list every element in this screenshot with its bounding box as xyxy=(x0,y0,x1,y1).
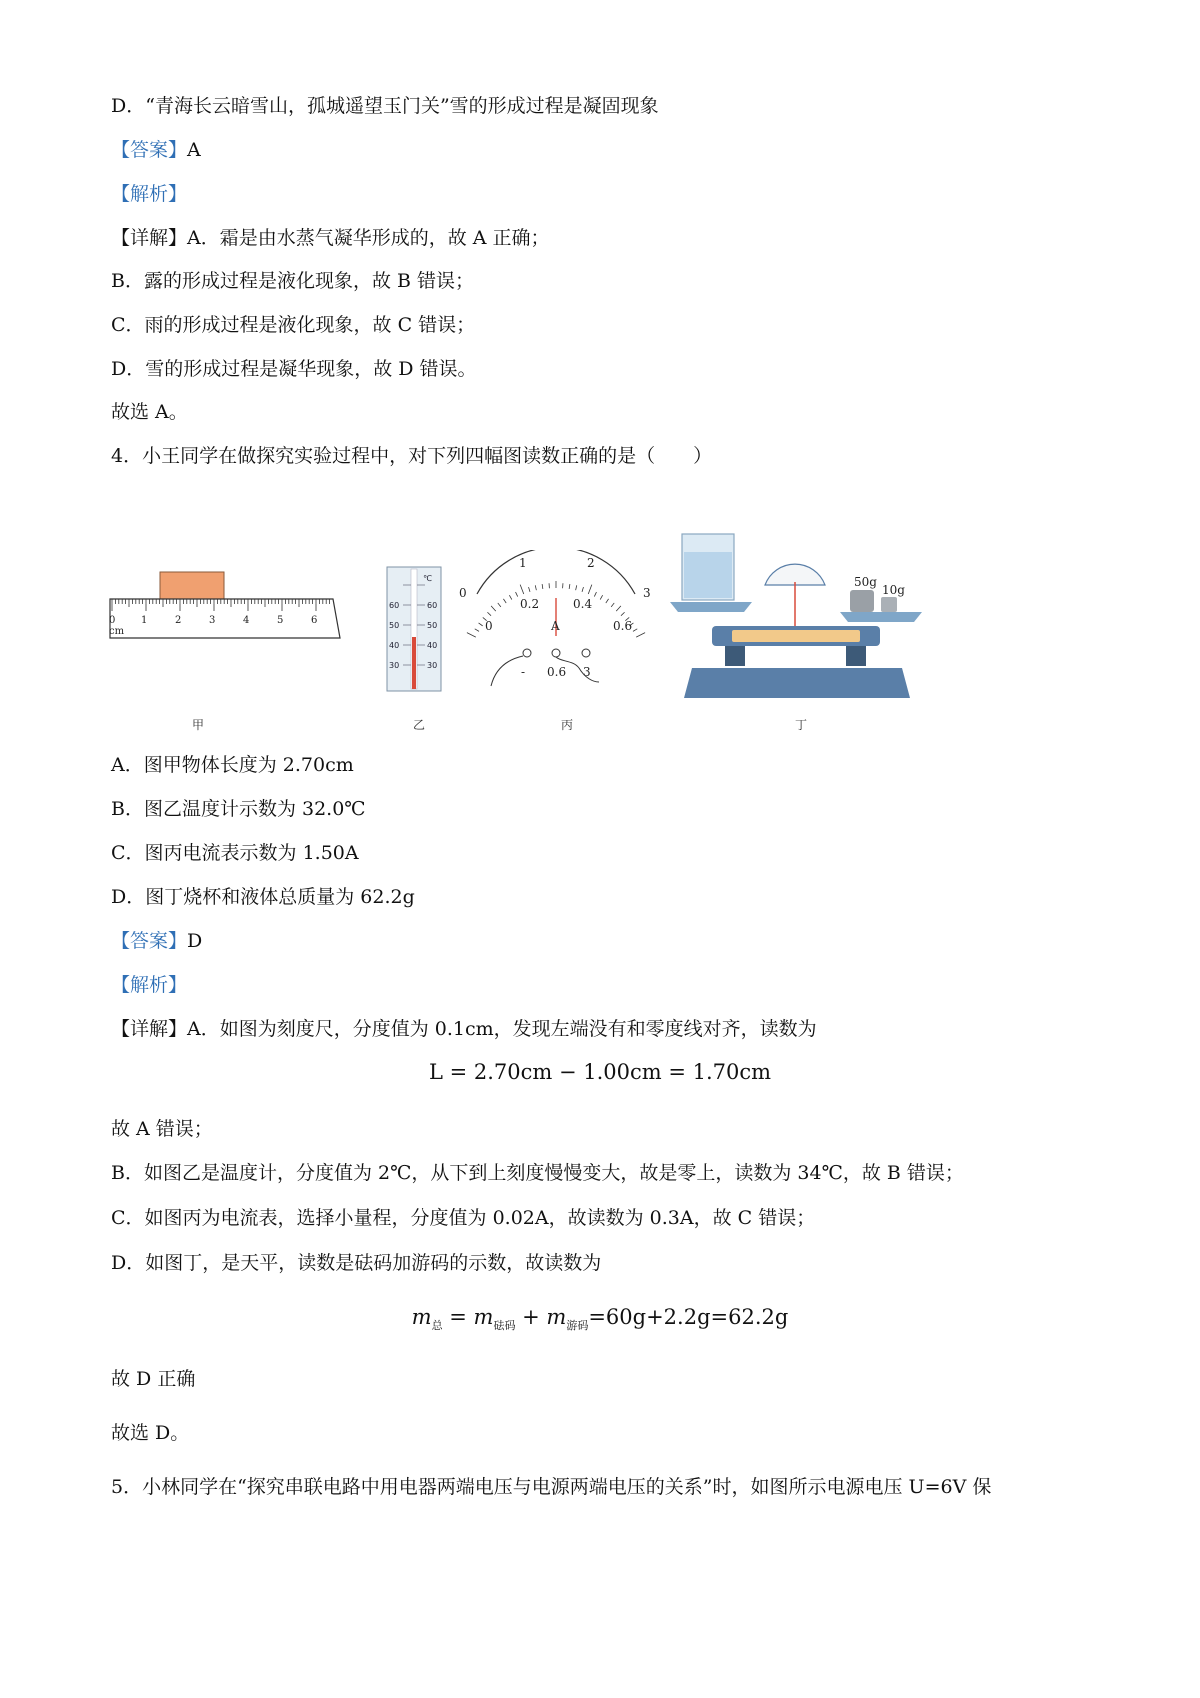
equation-length: L = 2.70cm − 1.00cm = 1.70cm xyxy=(428,1060,772,1084)
ruler-tick-label: 5 xyxy=(277,615,284,626)
ammeter-tick xyxy=(569,584,570,589)
ammeter-tick xyxy=(535,585,536,590)
amm-terminal-label: - xyxy=(521,665,526,679)
answer-value: A xyxy=(187,139,201,161)
caption-jia: 甲 xyxy=(192,718,205,732)
weight-50g xyxy=(850,590,874,612)
question-5: 5．小林同学在“探究串联电路中用电器两端电压与电源两端电压的关系”时，如图所示电源电压 U=6V 保 xyxy=(111,1476,992,1498)
detail-2-c: C．如图丙为电流表，选择小量程，分度值为 0.02A，故读数为 0.3A，故 C 错误； xyxy=(111,1207,816,1229)
option-d: D．图丁烧杯和液体总质量为 62.2g xyxy=(111,886,415,908)
ammeter-tick xyxy=(487,612,491,615)
ammeter-tick xyxy=(516,592,518,597)
thermo-label: 50 xyxy=(427,621,438,630)
ammeter-tick xyxy=(479,623,483,626)
ammeter-tick xyxy=(594,592,596,597)
conclusion-line: 故选 A。 xyxy=(111,401,188,423)
amm-bottom-label: 0.6 xyxy=(613,619,633,633)
weight-10g xyxy=(881,597,897,612)
ruler-tick-label: 2 xyxy=(175,615,182,626)
detail-line-b: B．露的形成过程是液化现象，故 B 错误； xyxy=(111,270,475,292)
thermo-label: 60 xyxy=(427,601,438,610)
ammeter-tick xyxy=(503,599,506,603)
thermo-label: 30 xyxy=(389,661,400,670)
detail-2-a: 【详解】A．如图为刻度尺，分度值为 0.1cm，发现左端没有和零度线对齐，读数为 xyxy=(111,1018,817,1040)
ammeter-tick xyxy=(509,595,511,599)
ammeter-tick xyxy=(491,606,496,611)
ruler-unit: cm xyxy=(109,626,125,637)
ruler-tick-label: 3 xyxy=(209,615,216,626)
amm-top-label: 1 xyxy=(519,556,527,570)
detail-2-a-conclusion: 故 A 错误； xyxy=(111,1118,213,1140)
caption-bing: 丙 xyxy=(561,718,574,732)
weight-label: 50g xyxy=(854,575,877,589)
answer-line-2 xyxy=(111,928,202,954)
ruler-tick-label: 4 xyxy=(243,615,250,626)
amm-top-label: 2 xyxy=(587,556,595,570)
caption-yi: 乙 xyxy=(413,718,426,732)
balance-figure xyxy=(670,530,930,700)
detail-2-d-conclusion: 故 D 正确 xyxy=(111,1368,196,1390)
option-b: B．图乙温度计示数为 32.0℃ xyxy=(111,798,366,820)
amm-bottom-label: 0.2 xyxy=(520,597,540,611)
right-pan xyxy=(840,612,922,622)
ruler-tick-label: 1 xyxy=(141,615,148,626)
ammeter-tick xyxy=(529,587,530,592)
rider-scale xyxy=(732,630,860,642)
caption-ding: 丁 xyxy=(795,718,808,732)
balance-dial xyxy=(765,564,825,585)
amm-symbol: A xyxy=(551,619,560,633)
amm-top-label: 3 xyxy=(643,586,651,600)
weight-label: 10g xyxy=(882,583,905,597)
ammeter-tick xyxy=(475,629,479,632)
ruler-figure xyxy=(108,560,343,645)
ammeter-tick xyxy=(616,606,621,611)
answer-line xyxy=(111,137,201,163)
option-c: C．图丙电流表示数为 1.50A xyxy=(111,842,359,864)
ammeter-tick xyxy=(636,633,645,638)
ammeter-tick xyxy=(633,629,637,632)
ruler-tick-label: 6 xyxy=(311,615,318,626)
detail-line-d: D．雪的形成过程是凝华现象，故 D 错误。 xyxy=(111,358,477,380)
ammeter-figure xyxy=(455,550,655,690)
ammeter-tick xyxy=(576,585,577,590)
thermo-label: 60 xyxy=(389,601,400,610)
amm-bottom-label: 0.4 xyxy=(573,597,593,611)
ammeter-tick xyxy=(606,599,609,603)
analysis-tag: 【解析】 xyxy=(111,183,188,205)
detail-line-c: C．雨的形成过程是液化现象，故 C 错误； xyxy=(111,314,476,336)
answer-tag: 【答案】 xyxy=(111,930,188,952)
ammeter-tick xyxy=(542,584,543,589)
amm-bottom-label: 0 xyxy=(485,619,493,633)
amm-terminal-label: 0.6 xyxy=(547,665,567,679)
ammeter-tick xyxy=(520,585,524,594)
ammeter-tick xyxy=(582,587,583,592)
left-pan xyxy=(670,602,752,612)
ammeter-tick xyxy=(588,585,592,594)
equation-mass: $m_总 = m_{砝码} + m_{游码}=60g+2.2g=62.2g$ xyxy=(411,1305,789,1333)
ammeter-tick xyxy=(621,612,625,615)
balance-base xyxy=(684,668,910,698)
thermo-label: 50 xyxy=(389,621,400,630)
ammeter-tick xyxy=(498,603,501,607)
thermo-label: 30 xyxy=(427,661,438,670)
thermo-label: 40 xyxy=(389,641,400,650)
detail-line-a: 【详解】A．霜是由水蒸气凝华形成的，故 A 正确； xyxy=(111,227,550,249)
amm-terminal-label: 3 xyxy=(583,665,591,679)
ruler-tick-label: 0 xyxy=(109,615,116,626)
option-d-line: D．“青海长云暗雪山，孤城遥望玉门关”雪的形成过程是凝固现象 xyxy=(111,95,659,117)
detail-2-d: D．如图丁，是天平，读数是砝码加游码的示数，故读数为 xyxy=(111,1252,602,1274)
question-4: 4．小王同学在做探究实验过程中，对下列四幅图读数正确的是（ ） xyxy=(111,445,713,467)
answer-value: D xyxy=(187,930,203,952)
analysis-tag-2: 【解析】 xyxy=(111,974,188,996)
amm-top-label: 0 xyxy=(459,586,467,600)
answer-tag: 【答案】 xyxy=(111,139,188,161)
ammeter-tick xyxy=(467,633,476,638)
conclusion-line-2: 故选 D。 xyxy=(111,1422,190,1444)
thermo-label: 40 xyxy=(427,641,438,650)
ammeter-tick xyxy=(600,595,602,599)
thermo-unit: ℃ xyxy=(423,574,432,583)
ammeter-tick xyxy=(611,603,614,607)
mercury-column xyxy=(412,637,416,689)
option-a: A．图甲物体长度为 2.70cm xyxy=(111,754,354,776)
thermometer-figure xyxy=(385,565,445,695)
block-object xyxy=(160,572,224,599)
detail-2-b: B．如图乙是温度计，分度值为 2℃，从下到上刻度慢慢变大，故是零上，读数为 34℃，故 B 错误； xyxy=(111,1162,964,1184)
